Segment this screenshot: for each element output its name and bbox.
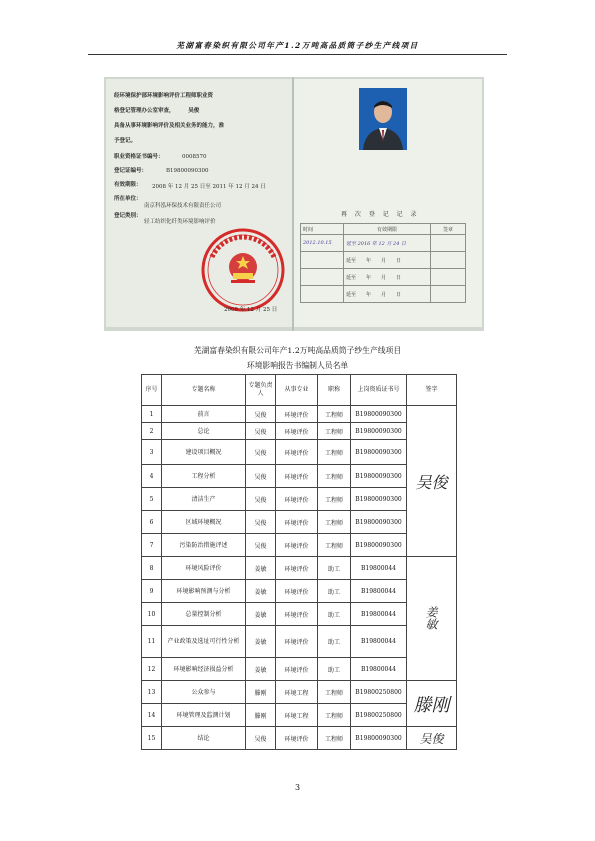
handwritten-signature: 吴俊 (415, 472, 448, 492)
row-major: 环境评价 (276, 534, 318, 557)
cert-field-label: 有效期限： (114, 182, 142, 188)
certificate-spine (292, 77, 294, 331)
cert-field-value: 轻工纺织化纤类环境影响评价 (144, 219, 216, 225)
row-seq: 15 (142, 727, 162, 750)
row-major: 环境评价 (276, 511, 318, 534)
row-cert: B19800090300 (351, 488, 407, 511)
row-cert: B19800044 (351, 580, 407, 603)
row-topic: 环境影响预测与分析 (162, 580, 246, 603)
row-lead: 滕刚 (246, 704, 276, 727)
row-seq: 4 (142, 465, 162, 488)
row-major: 环境评价 (276, 727, 318, 750)
row-topic: 总量控制分析 (162, 603, 246, 626)
cert-field-label: 登记类别： (114, 213, 142, 219)
row-title: 工程师 (318, 534, 351, 557)
handwritten-signature: 滕刚 (413, 694, 450, 716)
row-seq: 7 (142, 534, 162, 557)
table-row (142, 681, 457, 704)
row-seq: 13 (142, 681, 162, 704)
row-major: 环境工程 (276, 681, 318, 704)
row-cert: B19800044 (351, 658, 407, 681)
row-cert: B19800090300 (351, 727, 407, 750)
row-title: 助工 (318, 580, 351, 603)
cert-issue-date: 2008 年 12 月 25 日 (224, 307, 278, 313)
row-major: 环境评价 (276, 658, 318, 681)
row-seq: 9 (142, 580, 162, 603)
reg-validity: 延至 年 月 日 (344, 252, 431, 269)
row-title: 工程师 (318, 440, 351, 465)
row-title: 助工 (318, 603, 351, 626)
table-row (142, 727, 457, 750)
row-topic: 结论 (162, 727, 246, 750)
table-title-project: 芜湖富春染织有限公司年产1.2万吨高品质筒子纱生产线项目 (193, 346, 402, 355)
row-topic: 环境风险评价 (162, 557, 246, 580)
row-cert: B19800090300 (351, 406, 407, 423)
row-major: 环境评价 (276, 423, 318, 440)
row-topic: 工程分析 (162, 465, 246, 488)
row-topic: 区域环境概况 (162, 511, 246, 534)
row-lead: 姜敏 (246, 557, 276, 580)
row-lead: 姜敏 (246, 626, 276, 658)
cert-field-value: 0008570 (182, 154, 207, 160)
table-title-staff-list: 环境影响报告书编制人员名单 (246, 361, 349, 370)
table-row (142, 557, 457, 580)
page-number: 3 (294, 783, 301, 792)
row-major: 环境评价 (276, 557, 318, 580)
row-seq: 1 (142, 406, 162, 423)
header-cert: 上岗资质证书号 (351, 375, 407, 406)
header-title: 职称 (318, 375, 351, 406)
row-major: 环境评价 (276, 440, 318, 465)
row-cert: B19800250800 (351, 704, 407, 727)
row-seq: 8 (142, 557, 162, 580)
row-title: 助工 (318, 557, 351, 580)
row-cert: B19800044 (351, 557, 407, 580)
cert-field-value: 2008 年 12 月 25 日至 2011 年 12 月 24 日 (152, 184, 266, 190)
row-title: 工程师 (318, 488, 351, 511)
signature-cell (407, 681, 457, 727)
cert-intro-line: 经环境保护部环境影响评价工程师职业资 (114, 93, 214, 99)
row-lead: 滕刚 (246, 681, 276, 704)
row-topic: 建设项目概况 (162, 440, 246, 465)
row-seq: 3 (142, 440, 162, 465)
table-row (142, 406, 457, 423)
row-topic: 环境影响经济损益分析 (162, 658, 246, 681)
row-cert: B19800090300 (351, 511, 407, 534)
row-title: 工程师 (318, 727, 351, 750)
row-title: 工程师 (318, 406, 351, 423)
row-topic: 污染防治措施评述 (162, 534, 246, 557)
cert-field-label: 职业资格证书编号： (114, 154, 164, 160)
reg-header-seal: 签章 (431, 224, 466, 235)
row-seq: 10 (142, 603, 162, 626)
row-topic: 总论 (162, 423, 246, 440)
signature-cell (407, 406, 457, 557)
row-lead: 吴俊 (246, 465, 276, 488)
reg-header-time: 时间 (301, 224, 344, 235)
reg-validity: 延至 年 月 日 (344, 269, 431, 286)
reg-time (301, 252, 344, 269)
row-seq: 5 (142, 488, 162, 511)
row-major: 环境工程 (276, 704, 318, 727)
row-lead: 吴俊 (246, 534, 276, 557)
row-cert: B19800250800 (351, 681, 407, 704)
row-seq: 11 (142, 626, 162, 658)
reg-seal-cell (431, 252, 466, 269)
row-major: 环境评价 (276, 406, 318, 423)
certificate-scan (104, 77, 484, 331)
reg-time: 2012.10.15 (301, 235, 344, 252)
row-major: 环境评价 (276, 603, 318, 626)
header-seq: 序号 (142, 375, 162, 406)
row-title: 助工 (318, 658, 351, 681)
reg-validity: 延至 年 月 日 (344, 286, 431, 303)
cert-field-label: 登记证编号： (114, 168, 148, 174)
row-major: 环境评价 (276, 488, 318, 511)
row-topic: 前言 (162, 406, 246, 423)
reg-time (301, 286, 344, 303)
row-cert: B19800090300 (351, 440, 407, 465)
row-seq: 6 (142, 511, 162, 534)
row-cert: B19800090300 (351, 534, 407, 557)
row-title: 工程师 (318, 704, 351, 727)
row-topic: 清洁生产 (162, 488, 246, 511)
page-header: 芜湖富春染织有限公司年产1.2万吨高品质筒子纱生产线项目 (176, 41, 419, 50)
official-seal (200, 227, 286, 313)
header-major: 从事专业 (276, 375, 318, 406)
reg-validity: 延至 2016 年 12 月 24 日 (344, 235, 431, 252)
row-lead: 姜敏 (246, 580, 276, 603)
cert-field-label: 所在单位： (114, 196, 142, 202)
row-lead: 吴俊 (246, 440, 276, 465)
row-cert: B19800090300 (351, 423, 407, 440)
signature-cell (407, 557, 457, 681)
signature-cell (407, 727, 457, 750)
row-title: 工程师 (318, 511, 351, 534)
row-title: 助工 (318, 626, 351, 658)
staff-table (141, 374, 457, 750)
row-topic: 公众参与 (162, 681, 246, 704)
row-seq: 14 (142, 704, 162, 727)
registration-record-title: 再 次 登 记 记 录 (341, 211, 420, 218)
cert-intro-line: 格登记管理办公室审查， 吴俊 (114, 108, 200, 114)
row-lead: 姜敏 (246, 603, 276, 626)
row-lead: 吴俊 (246, 406, 276, 423)
row-seq: 12 (142, 658, 162, 681)
row-topic: 环境管理及监测计划 (162, 704, 246, 727)
row-major: 环境评价 (276, 626, 318, 658)
row-title: 工程师 (318, 423, 351, 440)
reg-time (301, 269, 344, 286)
row-topic: 产业政策及选址可行性分析 (162, 626, 246, 658)
row-cert: B19800044 (351, 603, 407, 626)
reg-seal-cell (431, 235, 466, 252)
handwritten-signature: 吴俊 (419, 731, 444, 746)
row-lead: 吴俊 (246, 488, 276, 511)
cert-field-value: 南京科泓环保技术有限责任公司 (144, 203, 222, 209)
row-lead: 吴俊 (246, 423, 276, 440)
cert-intro-line: 具备从事环境影响评价及相关业务的能力，准 (114, 123, 225, 129)
row-title: 工程师 (318, 681, 351, 704)
reg-seal-cell (431, 269, 466, 286)
row-cert: B19800044 (351, 626, 407, 658)
row-seq: 2 (142, 423, 162, 440)
handwritten-signature: 姜敏 (424, 605, 438, 630)
header-lead: 专题负责人 (246, 375, 276, 406)
header-rule (88, 54, 507, 55)
header-topic: 专题名称 (162, 375, 246, 406)
reg-seal-cell (431, 286, 466, 303)
row-cert: B19800090300 (351, 465, 407, 488)
row-title: 工程师 (318, 465, 351, 488)
header-signature: 签字 (407, 375, 457, 406)
registration-record-table (300, 223, 466, 303)
row-lead: 吴俊 (246, 727, 276, 750)
reg-header-validity: 有效期限 (344, 224, 431, 235)
row-lead: 姜敏 (246, 658, 276, 681)
id-photo (359, 88, 407, 150)
row-major: 环境评价 (276, 465, 318, 488)
cert-field-value: B19800090300 (166, 168, 209, 174)
cert-intro-line: 予登记。 (114, 138, 137, 144)
row-lead: 吴俊 (246, 511, 276, 534)
row-major: 环境评价 (276, 580, 318, 603)
